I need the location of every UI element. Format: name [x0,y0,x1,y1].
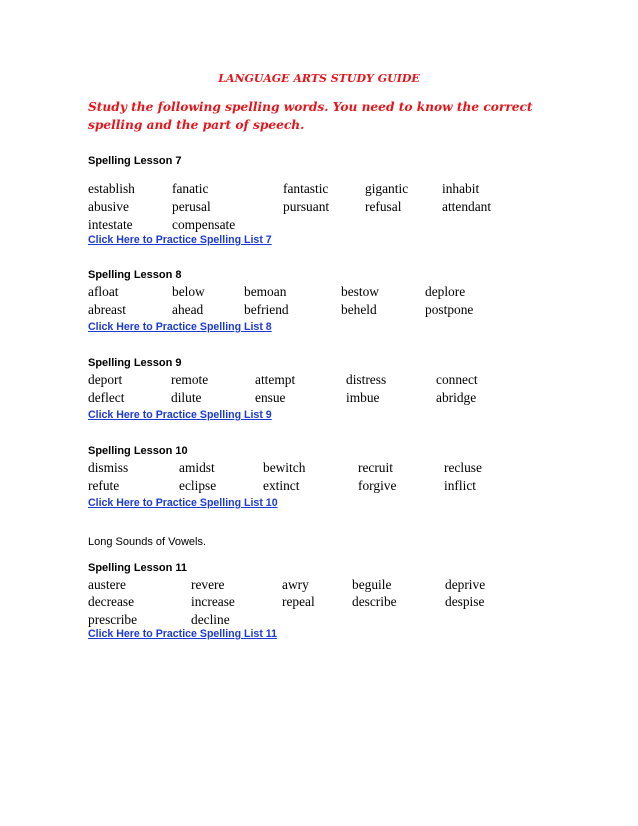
word: compensate [172,217,236,232]
word: gigantic [365,181,409,196]
word: bemoan [244,284,287,299]
word: ahead [172,302,204,317]
word: awry [282,577,309,592]
word: despise [445,594,485,609]
word: postpone [425,302,474,317]
word: austere [88,577,126,592]
lesson-8-row-1 [0,284,638,302]
word: fantastic [283,181,329,196]
lesson-8-heading: Spelling Lesson 8 [88,269,182,281]
word: below [172,284,205,299]
word: bestow [341,284,379,299]
word: attendant [442,199,492,214]
lesson-10-row-2 [0,478,638,496]
word: decrease [88,594,135,609]
intro-text: Study the following spelling words. You need to know the correct spelling and the part of speech. [88,100,533,132]
vowel-sounds-note: Long Sounds of Vowels. [88,536,207,548]
lesson-7-row-2 [0,199,638,217]
practice-link-10[interactable]: Click Here to Practice Spelling List 10 [88,497,278,509]
word: abreast [88,302,126,317]
word: deprive [445,577,486,592]
lesson-11-heading: Spelling Lesson 11 [88,562,188,574]
lesson-11-row-2 [0,594,638,612]
word: inflict [444,478,476,493]
word: increase [191,594,235,609]
word: beheld [341,302,377,317]
word: deplore [425,284,466,299]
word: intestate [88,217,133,232]
practice-link-9[interactable]: Click Here to Practice Spelling List 9 [88,409,272,421]
word: establish [88,181,135,196]
lesson-9-row-2 [0,390,638,408]
practice-link-11[interactable]: Click Here to Practice Spelling List 11 [88,628,277,640]
word: abusive [88,199,129,214]
word: inhabit [442,181,480,196]
word: amidst [179,460,215,475]
lesson-9-heading: Spelling Lesson 9 [88,357,182,369]
lesson-9-row-1 [0,372,638,390]
word: pursuant [283,199,330,214]
word: repeal [282,594,315,609]
word: connect [436,372,478,387]
word: abridge [436,390,477,405]
word: imbue [346,390,380,405]
word: deport [88,372,123,387]
lesson-8-row-2 [0,302,638,320]
word: dismiss [88,460,129,475]
word: fanatic [172,181,209,196]
word: prescribe [88,612,138,627]
lesson-7-row-1 [0,181,638,199]
word: attempt [255,372,296,387]
word: dilute [171,390,202,405]
lesson-10-row-1 [0,460,638,478]
word: forgive [358,478,397,493]
word: refute [88,478,120,493]
word: bewitch [263,460,306,475]
word: beguile [352,577,392,592]
word: distress [346,372,387,387]
word: recluse [444,460,482,475]
word: remote [171,372,209,387]
word: refusal [365,199,402,214]
word: recruit [358,460,393,475]
word: perusal [172,199,211,214]
word: decline [191,612,230,627]
practice-link-8[interactable]: Click Here to Practice Spelling List 8 [88,321,272,333]
word: eclipse [179,478,217,493]
lesson-10-heading: Spelling Lesson 10 [88,445,188,457]
word: revere [191,577,225,592]
word: extinct [263,478,300,493]
page-title: LANGUAGE ARTS STUDY GUIDE [218,72,420,85]
practice-link-7[interactable]: Click Here to Practice Spelling List 7 [88,234,272,246]
word: deflect [88,390,125,405]
lesson-7-heading: Spelling Lesson 7 [88,155,182,167]
word: ensue [255,390,286,405]
lesson-7-row-3 [0,217,638,235]
word: afloat [88,284,119,299]
word: describe [352,594,397,609]
word: befriend [244,302,289,317]
lesson-11-row-1 [0,577,638,595]
